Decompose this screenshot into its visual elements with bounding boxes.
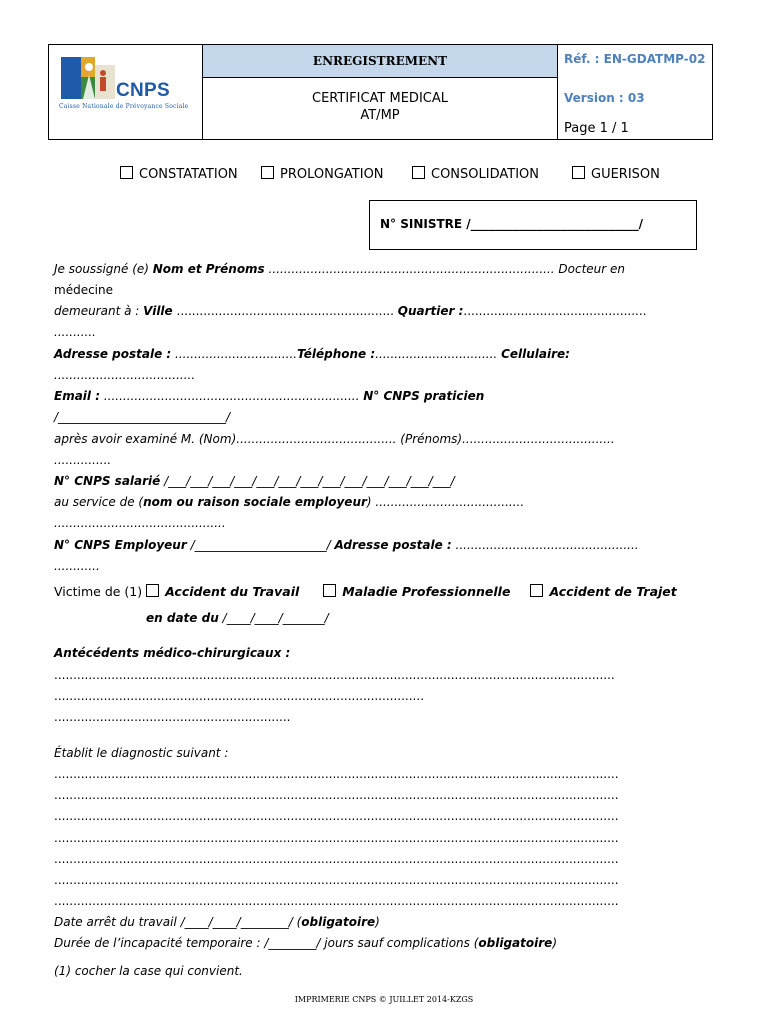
logo-brand: CNPS (116, 80, 170, 101)
checkbox-accident-travail[interactable] (146, 584, 159, 597)
line-examine: après avoir examiné M. (Nom).......................................... (Prénoms)........................................ (54, 432, 615, 446)
document-title (203, 90, 557, 124)
line-date-du: en date du /____/____/_______/ (146, 611, 329, 625)
checkbox[interactable] (120, 166, 133, 179)
line-soussigne: Je soussigné (e) Nom et Prénoms ........................................................................... Docteur en (54, 262, 626, 276)
antecedents-line-2[interactable]: ................................................................................................. (54, 689, 425, 703)
line-cnps-employeur: N° CNPS Employeur /______________________/ Adresse postale : ................................................ (54, 538, 639, 552)
diagnostic-heading: Établit le diagnostic suivant : (54, 746, 229, 760)
sinistre-field[interactable]: N° SINISTRE /____________________________/ (380, 217, 644, 231)
checkbox-maladie-pro[interactable] (323, 584, 336, 597)
logo-cell (49, 45, 203, 139)
diagnostic-line[interactable]: .................................................................................................................................................... (54, 788, 619, 802)
checkbox-accident-trajet[interactable] (530, 584, 543, 597)
diagnostic-line[interactable]: .................................................................................................................................................... (54, 852, 619, 866)
title-cell (203, 45, 558, 139)
footer: IMPRIMERIE CNPS © JUILLET 2014-KZGS (294, 995, 474, 1004)
diagnostic-line[interactable]: .................................................................................................................................................... (54, 894, 619, 908)
logo-subtitle: Caisse Nationale de Prévoyance Sociale (59, 103, 189, 110)
line-cnps-salarie: N° CNPS salarié /___/___/___/___/___/___/___/___/___/___/___/___/___/ (54, 474, 455, 488)
section-band: ENREGISTREMENT (203, 45, 557, 78)
line-dots-4: ............................................. (54, 516, 226, 530)
line-dots-3: ............... (54, 453, 112, 467)
checkbox[interactable] (572, 166, 585, 179)
checkbox[interactable] (412, 166, 425, 179)
line-victime: Victime de (1) Accident du Travail Maladie Professionnelle Accident de Trajet (54, 584, 677, 599)
antecedents-line-3[interactable]: .............................................................. (54, 710, 291, 724)
antecedents-line-1[interactable]: ................................................................................................................................................... (54, 668, 615, 682)
check-prolongation[interactable] (261, 166, 384, 182)
check-label: GUERISON (591, 167, 660, 182)
line-dots-2: ..................................... (54, 368, 196, 382)
page-number: Page 1 / 1 (564, 121, 629, 136)
title-line-2: AT/MP (360, 108, 400, 123)
check-consolidation[interactable] (412, 166, 539, 182)
ref-cell (558, 45, 712, 139)
diagnostic-line[interactable]: .................................................................................................................................................... (54, 873, 619, 887)
check-label: PROLONGATION (280, 167, 384, 182)
sinistre-box[interactable] (369, 200, 697, 250)
diagnostic-line[interactable]: .................................................................................................................................................... (54, 831, 619, 845)
check-guerison[interactable] (572, 166, 660, 182)
checkbox[interactable] (261, 166, 274, 179)
diagnostic-line[interactable]: .................................................................................................................................................... (54, 809, 619, 823)
line-email: Email : ................................................................... N° CNPS praticien (54, 389, 485, 403)
line-dots-5: ............ (54, 559, 100, 573)
line-dots-1: ........... (54, 325, 96, 339)
title-line-1: CERTIFICAT MEDICAL (312, 91, 448, 106)
line-service: au service de (nom ou raison sociale employeur) ....................................... (54, 495, 525, 509)
document-header (48, 44, 713, 140)
check-constatation[interactable] (120, 166, 238, 182)
cnps-logo-icon (59, 55, 115, 101)
antecedents-heading: Antécédents médico-chirurgicaux : (54, 646, 291, 660)
line-note: (1) cocher la case qui convient. (54, 964, 243, 978)
version: Version : 03 (564, 91, 645, 105)
line-adresse: Adresse postale : ................................Téléphone :................................ Cellulaire: (54, 347, 570, 361)
line-medecine: médecine (54, 283, 113, 297)
line-cnps-praticien: /____________________________/ (54, 410, 231, 424)
check-label: CONSTATATION (139, 167, 238, 182)
reference: Réf. : EN-GDATMP-02 (564, 52, 706, 66)
line-duree: Durée de l’incapacité temporaire : /________/ jours sauf complications (obligatoire) (54, 936, 557, 950)
line-date-arret: Date arrêt du travail /____/____/________/ (obligatoire) (54, 915, 380, 929)
check-label: CONSOLIDATION (431, 167, 539, 182)
line-demeurant: demeurant à : Ville ......................................................... Quartier :................................................ (54, 304, 647, 318)
diagnostic-line[interactable]: .................................................................................................................................................... (54, 767, 619, 781)
